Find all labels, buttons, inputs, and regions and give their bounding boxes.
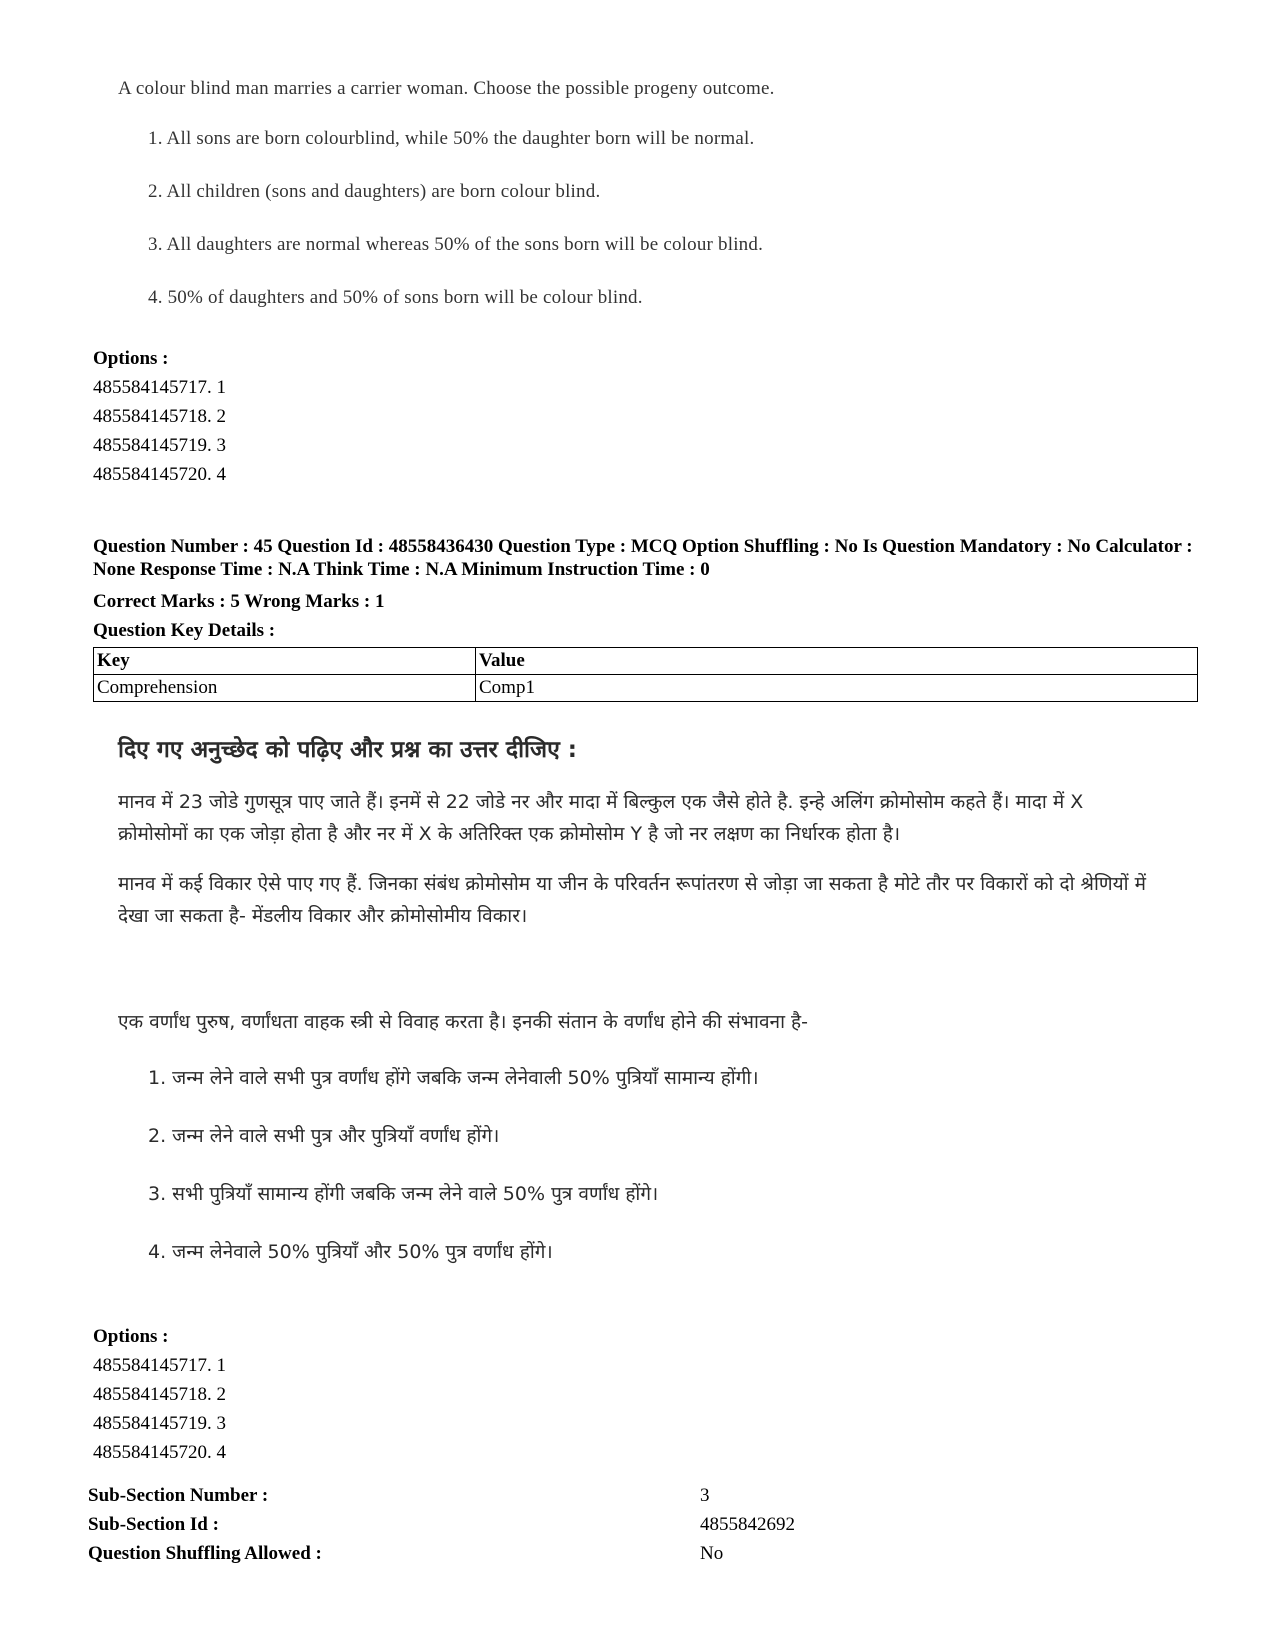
table-header-row [94,648,1198,675]
option-item: 485584145718. 2 [93,406,226,427]
key-details-table [93,647,1198,702]
answer-choice: 3. All daughters are normal whereas 50% of the sons born will be colour blind. [148,234,764,255]
table-cell-value: Comp1 [476,675,1198,702]
table-cell-key: Comprehension [94,675,476,702]
key-details-label: Question Key Details : [93,620,276,641]
options-label: Options : [93,1326,169,1347]
options-label: Options : [93,348,169,369]
question-stem: A colour blind man marries a carrier woman. Choose the possible progeny outcome. [118,78,775,99]
question-stem: एक वर्णांध पुरुष, वर्णांधता वाहक स्त्री से विवाह करता है। इनकी संतान के वर्णांध होने की संभावना है- [118,1011,808,1033]
table-row [94,675,1198,702]
passage-paragraph: मानव में कई विकार ऐसे पाए गए हैं. जिनका संबंध क्रोमोसोम या जीन के परिवर्तन रूपांतरण से जोड़ा जा सकता है मोटे तौर पर विकारों को दो श्रेणियों में देखा जा सकता है- मेंडलीय विकार और क्रोमोसोमीय विकार। [118,873,1146,927]
passage-heading: दिए गए अनुच्छेद को पढ़िए और प्रश्न का उत्तर दीजिए : [118,737,577,763]
question-image-english [118,78,1018,340]
answer-choice: 3. सभी पुत्रियाँ सामान्य होंगी जबकि जन्म लेने वाले 50% पुत्र वर्णांध होंगे। [148,1183,659,1205]
table-header-value: Value [476,648,1198,675]
sub-section-number-label: Sub-Section Number : [88,1485,269,1506]
option-item: 485584145719. 3 [93,1413,226,1434]
answer-choice: 1. All sons are born colourblind, while 50% the daughter born will be normal. [148,128,755,149]
option-item: 485584145720. 4 [93,1442,226,1463]
answer-choice: 2. जन्म लेने वाले सभी पुत्र और पुत्रियाँ वर्णांध होंगे। [148,1125,500,1147]
passage-paragraph: मानव में 23 जोडे गुणसूत्र पाए जाते हैं। इनमें से 22 जोडे नर और मादा में बिल्कुल एक जैसे होते है. इन्हे अलिंग क्रोमोसोम कहते हैं। मादा में X क्रोमोसोमों का एक जोड़ा होता है और नर में X के अतिरिक्त एक क्रोमोसोम Y है जो नर लक्षण का निर्धारक होता है। [118,791,1084,845]
options-list [93,344,226,489]
answer-choice: 1. जन्म लेने वाले सभी पुत्र वर्णांध होंगे जबकि जन्म लेनेवाली 50% पुत्रियाँ सामान्य होंगी। [148,1067,759,1089]
question-shuffling-value: No [700,1543,724,1564]
option-item: 485584145717. 1 [93,1355,226,1376]
answer-choice: 4. 50% of daughters and 50% of sons born will be colour blind. [148,287,643,308]
sub-section-id-value: 4855842692 [700,1514,795,1535]
marks-info: Correct Marks : 5 Wrong Marks : 1 [93,591,385,612]
question-shuffling-label: Question Shuffling Allowed : [88,1543,322,1564]
sub-section-number-value: 3 [700,1485,710,1506]
question-image-hindi [118,732,1158,1296]
option-item: 485584145719. 3 [93,435,226,456]
table-header-key: Key [94,648,476,675]
answer-choice: 4. जन्म लेनेवाले 50% पुत्रियाँ और 50% पुत्र वर्णांध होंगे। [148,1241,553,1263]
question-info: Question Number : 45 Question Id : 48558436430 Question Type : MCQ Option Shuffling : No Is Question Mandatory : No Calculator : None Response Time : N.A Think Time : N.A Minimum Instruction Time : 0 [93,536,1193,580]
sub-section-id-label: Sub-Section Id : [88,1514,219,1535]
option-item: 485584145717. 1 [93,377,226,398]
option-item: 485584145718. 2 [93,1384,226,1405]
options-list [93,1322,226,1467]
question-meta [93,535,1203,645]
answer-choice: 2. All children (sons and daughters) are born colour blind. [148,181,601,202]
option-item: 485584145720. 4 [93,464,226,485]
